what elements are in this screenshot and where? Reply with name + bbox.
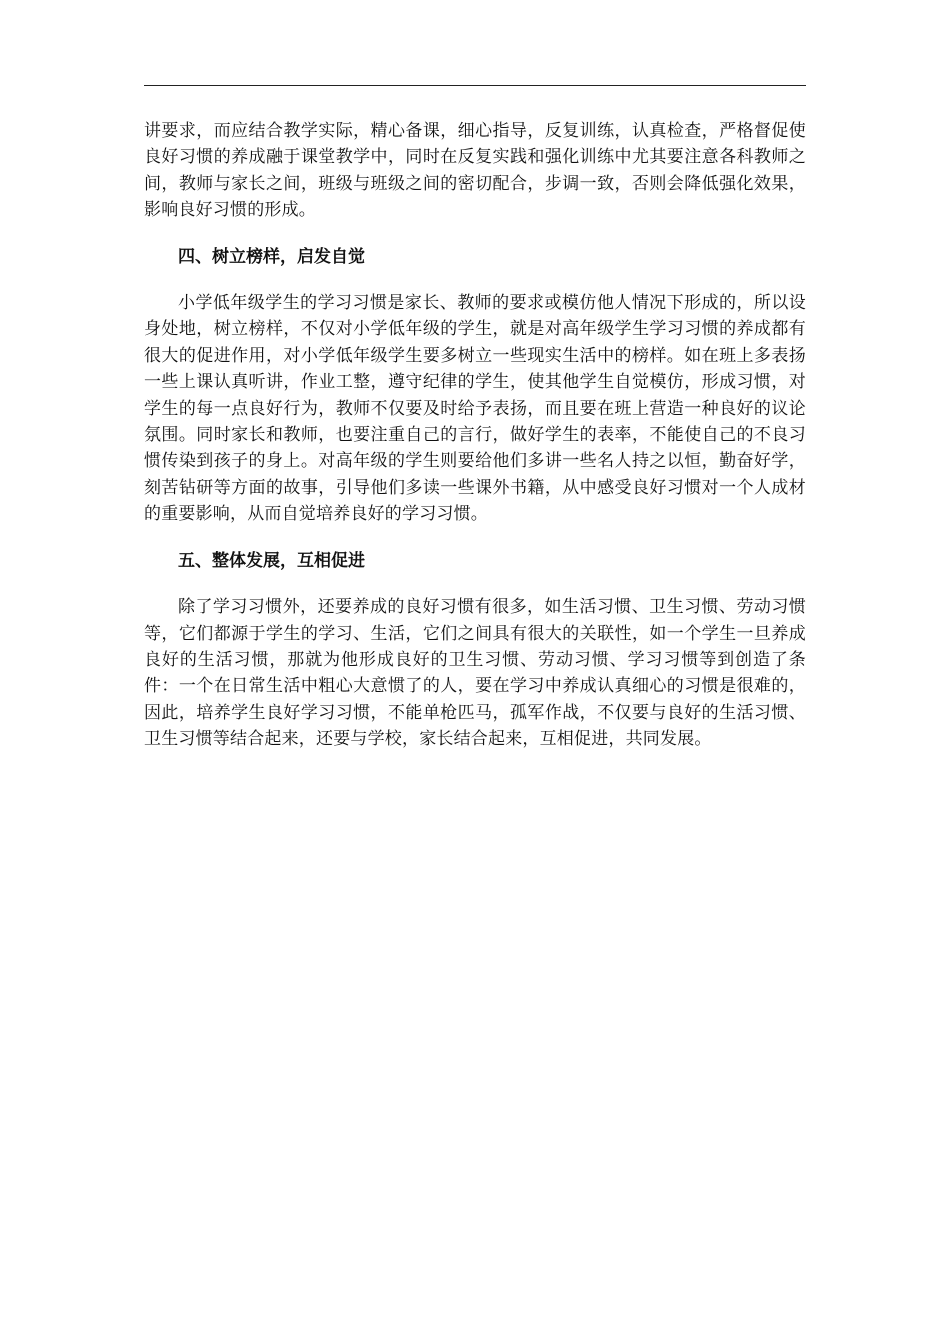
spacer	[144, 528, 806, 548]
paragraph-continued: 讲要求，而应结合教学实际，精心备课，细心指导，反复训练，认真检查，严格督促使良好习惯的养成融于课堂教学中，同时在反复实践和强化训练中尤其要注意各科教师之间，教师与家长之间，班级与班级之间的密切配合，步调一致，否则会降低强化效果，影响良好习惯的形成。	[144, 121, 806, 221]
section-heading-4: 四、树立榜样，启发自觉	[178, 246, 365, 267]
header-rule	[144, 85, 806, 86]
spacer	[144, 224, 806, 244]
spacer	[144, 270, 806, 290]
paragraph-overall-development: 除了学习习惯外，还要养成的良好习惯有很多，如生活习惯、卫生习惯、劳动习惯等，它们都源于学生的学习、生活，它们之间具有很大的关联性，如一个学生一旦养成良好的生活习惯，那就为他形成良好的卫生习惯、劳动习惯、学习习惯等到创造了条件：一个在日常生活中粗心大意惯了的人，要在学习中养成认真细心的习惯是很难的，因此，培养学生良好学习习惯，不能单枪匹马，孤军作战，不仅要与良好的生活习惯、卫生习惯等结合起来，还要与学校，家长结合起来，互相促进，共同发展。	[144, 597, 806, 750]
document-body	[144, 118, 806, 753]
spacer	[144, 574, 806, 594]
section-heading-5: 五、整体发展，互相促进	[178, 550, 365, 571]
paragraph-role-models: 小学低年级学生的学习习惯是家长、教师的要求或模仿他人情况下形成的，所以设身处地，树立榜样，不仅对小学低年级的学生，就是对高年级学生学习习惯的养成都有很大的促进作用，对小学低年级学生要多树立一些现实生活中的榜样。如在班上多表扬一些上课认真听讲，作业工整，遵守纪律的学生，使其他学生自觉模仿，形成习惯，对学生的每一点良好行为，教师不仅要及时给予表扬，而且要在班上营造一种良好的议论氛围。同时家长和教师，也要注重自己的言行，做好学生的表率，不能使自己的不良习惯传染到孩子的身上。对高年级的学生则要给他们多讲一些名人持之以恒，勤奋好学，刻苦钻研等方面的故事，引导他们多读一些课外书籍，从中感受良好习惯对一个人成材的重要影响，从而自觉培养良好的学习习惯。	[144, 293, 806, 525]
